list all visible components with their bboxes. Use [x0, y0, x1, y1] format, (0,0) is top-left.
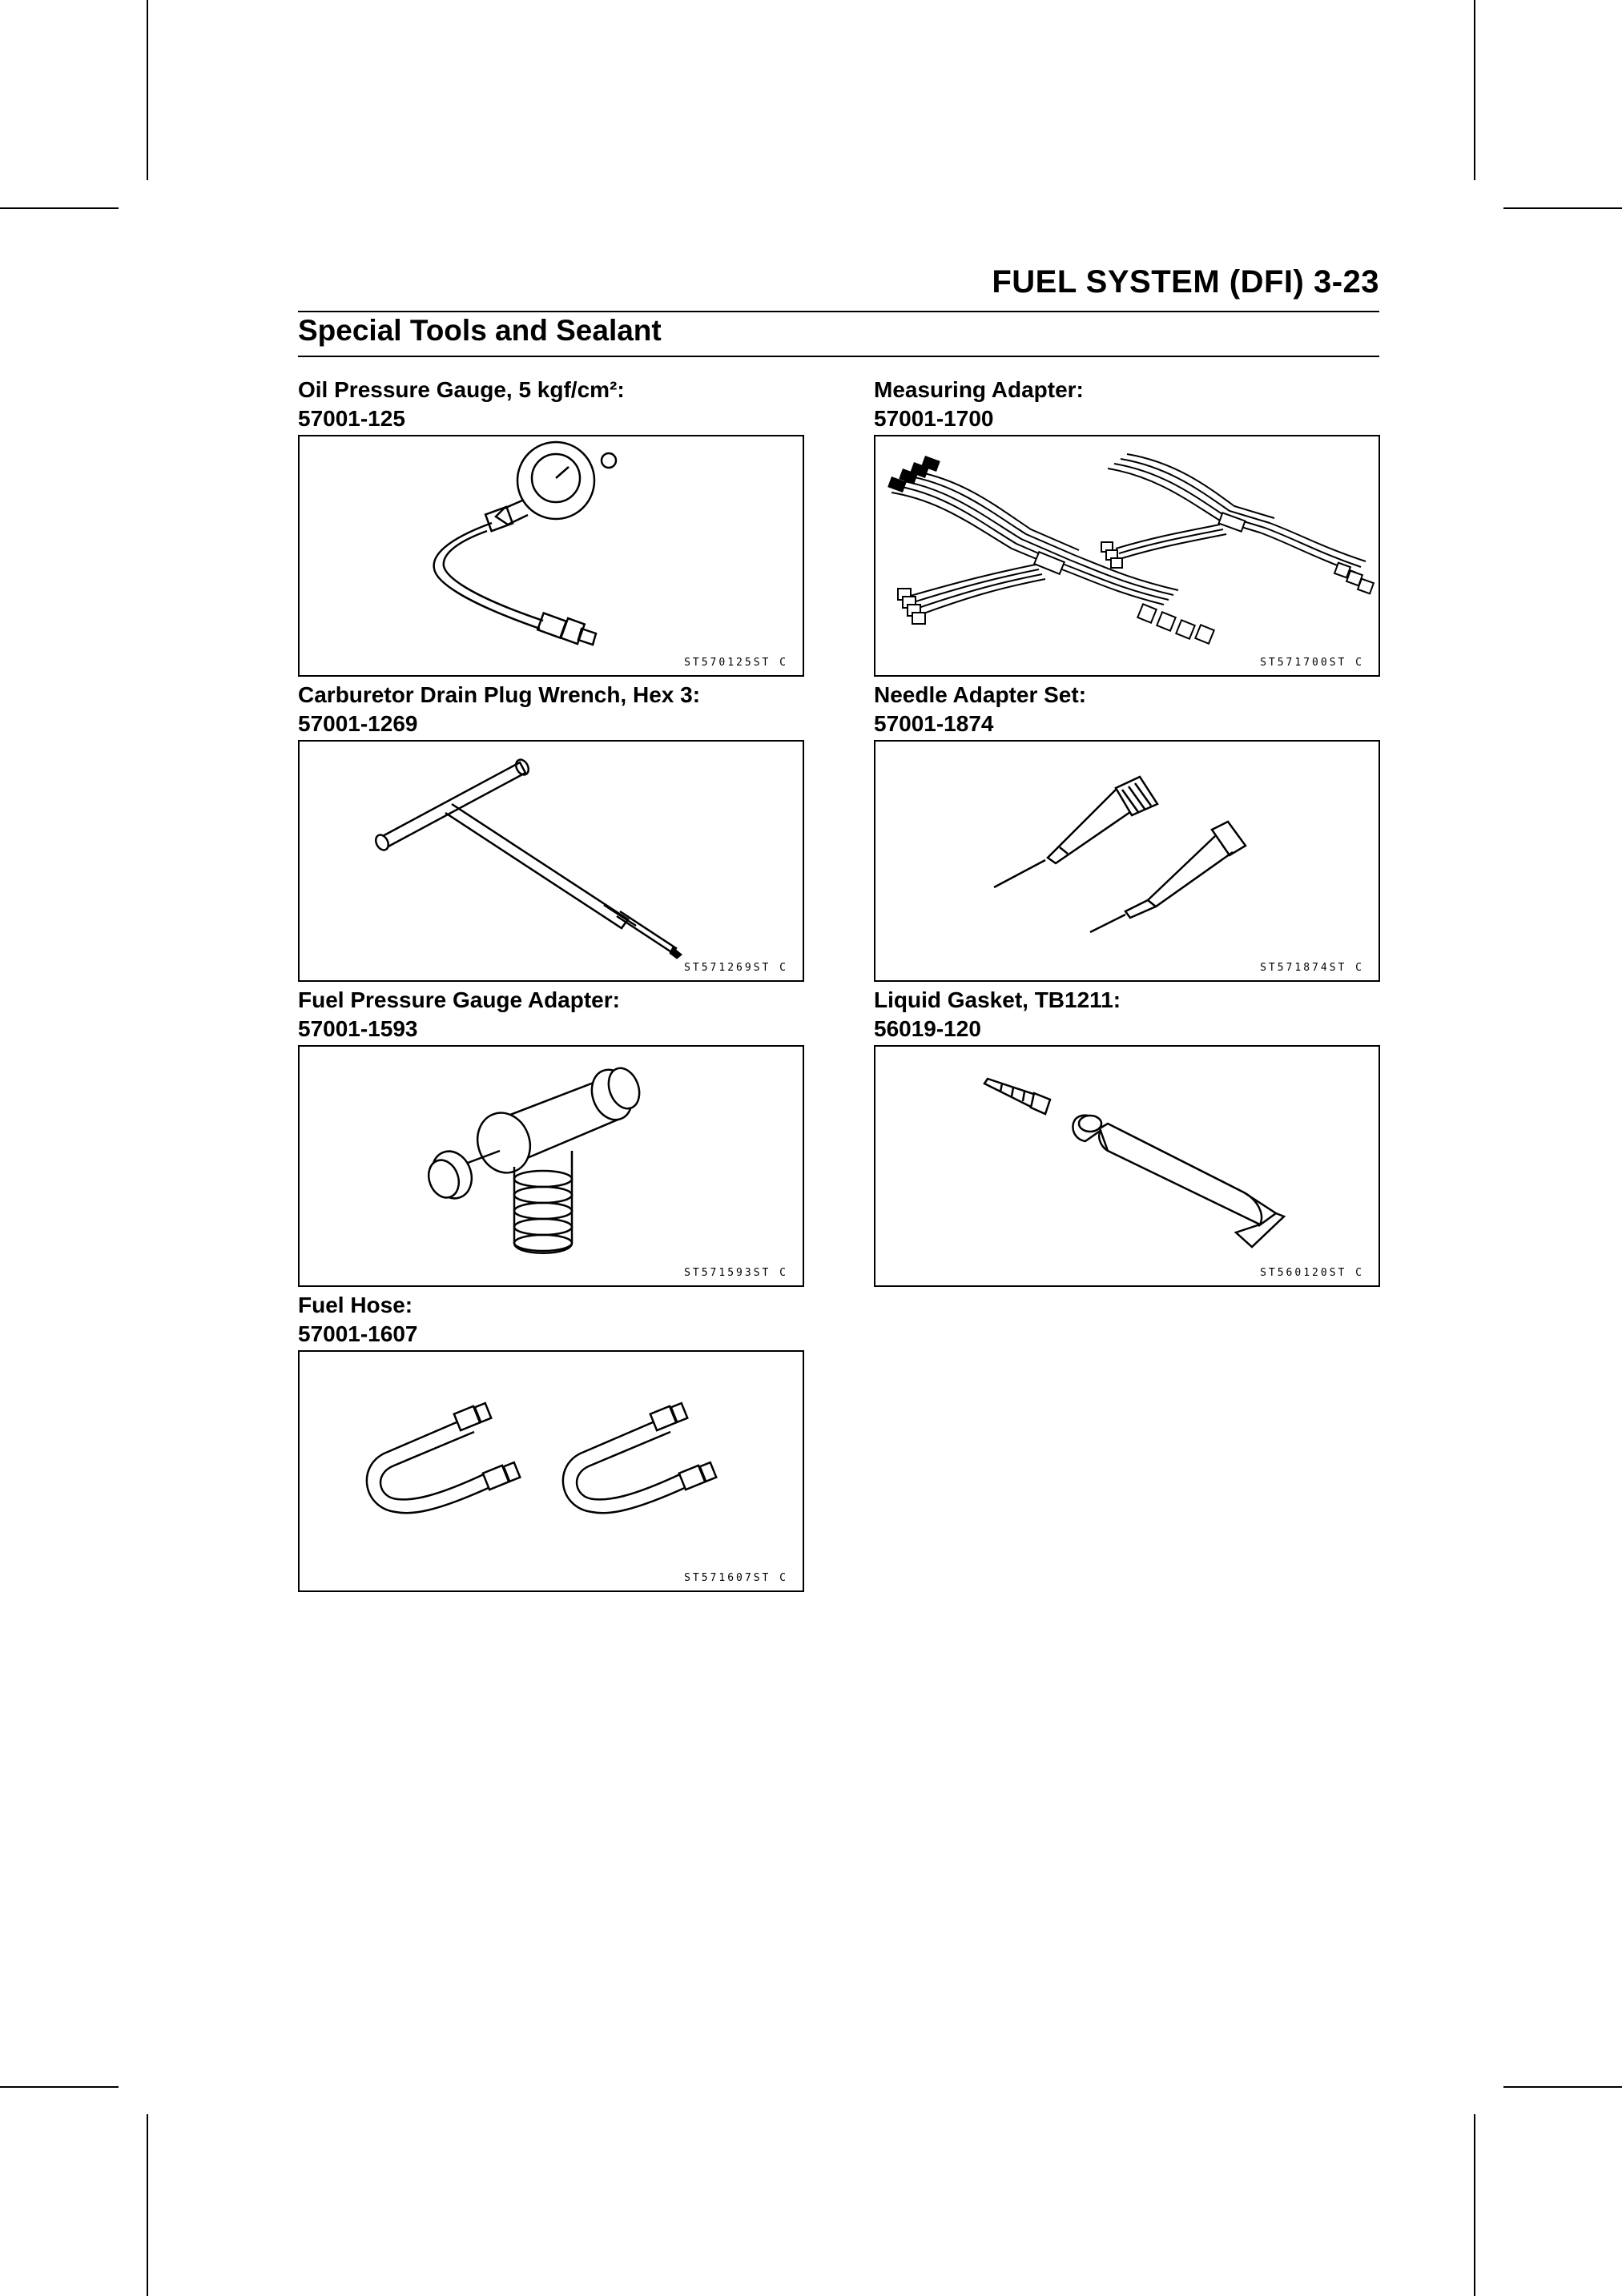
tool-oil-pressure-gauge [298, 376, 803, 677]
illustration-code: ST560120ST C [1260, 1267, 1364, 1279]
crop-mark [147, 2114, 148, 2296]
header-rule [298, 311, 1379, 312]
tool-fuel-hose [298, 1291, 803, 1592]
tool-part-number: 56019-120 [874, 1016, 981, 1041]
tool-fuel-pressure-gauge-adapter [298, 986, 803, 1287]
tool-name: Measuring Adapter: [874, 377, 1084, 402]
illustration-code: ST571269ST C [684, 962, 788, 974]
measuring-adapter-icon [875, 436, 1378, 675]
tool-part-number: 57001-1607 [298, 1321, 418, 1346]
gasket-tube-icon [875, 1047, 1378, 1285]
tool-part-number: 57001-1593 [298, 1016, 418, 1041]
crop-mark [1474, 2114, 1475, 2296]
tool-illustration-frame [298, 740, 804, 982]
tool-measuring-adapter [874, 376, 1378, 677]
section-title: Special Tools and Sealant [298, 314, 662, 347]
tool-illustration-frame [874, 435, 1380, 677]
tool-name: Liquid Gasket, TB1211: [874, 987, 1121, 1012]
gauge-adapter-icon [300, 1047, 803, 1285]
tool-part-number: 57001-1269 [298, 711, 418, 736]
tool-part-number: 57001-1874 [874, 711, 994, 736]
tool-illustration-frame [298, 1350, 804, 1592]
tool-illustration-frame [874, 1045, 1380, 1287]
tool-name: Fuel Pressure Gauge Adapter: [298, 987, 620, 1012]
illustration-code: ST571607ST C [684, 1572, 788, 1584]
tool-part-number: 57001-1700 [874, 406, 994, 431]
tool-liquid-gasket [874, 986, 1378, 1287]
tool-name: Oil Pressure Gauge, 5 kgf/cm²: [298, 377, 625, 402]
illustration-code: ST571593ST C [684, 1267, 788, 1279]
tool-name: Fuel Hose: [298, 1293, 413, 1317]
tool-illustration-frame [298, 435, 804, 677]
tool-drain-plug-wrench [298, 681, 803, 982]
crop-mark [1503, 2086, 1622, 2088]
oil-pressure-gauge-icon [300, 436, 803, 675]
tool-name: Needle Adapter Set: [874, 682, 1087, 707]
tool-illustration-frame [874, 740, 1380, 982]
tool-name: Carburetor Drain Plug Wrench, Hex 3: [298, 682, 701, 707]
tool-needle-adapter-set [874, 681, 1378, 982]
fuel-hose-icon [300, 1352, 803, 1590]
crop-mark [1503, 207, 1622, 209]
illustration-code: ST571874ST C [1260, 962, 1364, 974]
tool-part-number: 57001-125 [298, 406, 405, 431]
section-rule [298, 356, 1379, 357]
page-header-title: FUEL SYSTEM (DFI) 3-23 [992, 264, 1379, 300]
hex-wrench-icon [300, 742, 803, 980]
tool-illustration-frame [298, 1045, 804, 1287]
needle-adapter-icon [875, 742, 1378, 980]
crop-mark [147, 0, 148, 180]
illustration-code: ST571700ST C [1260, 657, 1364, 669]
crop-mark [0, 207, 119, 209]
illustration-code: ST570125ST C [684, 657, 788, 669]
crop-mark [0, 2086, 119, 2088]
crop-mark [1474, 0, 1475, 180]
